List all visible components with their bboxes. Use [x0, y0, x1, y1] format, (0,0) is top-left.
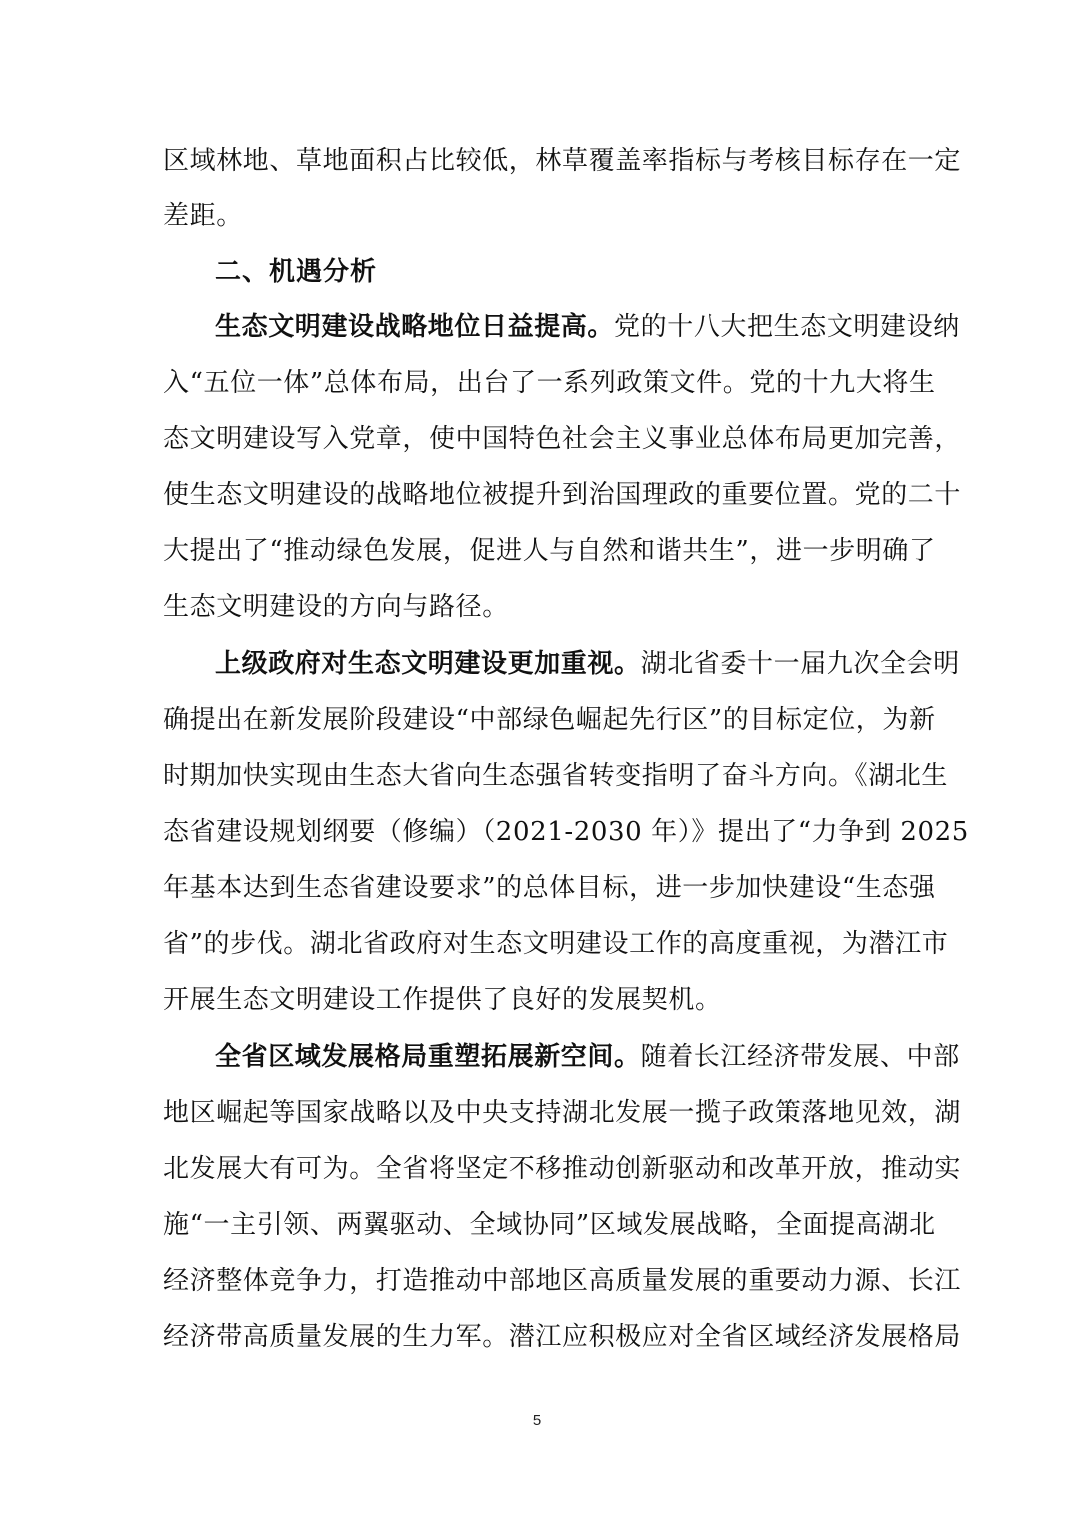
body-text-line: 北发展大有可为。全省将坚定不移推动创新驱动和改革开放，推动实: [163, 1154, 962, 1184]
body-text-line: 生态文明建设的方向与路径。: [163, 592, 509, 622]
paragraph-lead: 上级政府对生态文明建设更加重视。: [215, 649, 641, 679]
body-text-line: 态省建设规划纲要（修编）（2021-2030 年）》提出了“力争到 2025: [163, 817, 969, 847]
body-text-line: 大提出了“推动绿色发展，促进人与自然和谐共生”，进一步明确了: [163, 536, 936, 566]
paragraph-text: 党的十八大把生态文明建设纳: [614, 312, 960, 342]
body-text-line: 态文明建设写入党章，使中国特色社会主义事业总体布局更加完善，: [163, 424, 962, 454]
body-text-line: 确提出在新发展阶段建设“中部绿色崛起先行区”的目标定位，为新: [163, 705, 936, 735]
body-text-line: 经济整体竞争力，打造推动中部地区高质量发展的重要动力源、长江: [163, 1266, 962, 1296]
paragraph-lead: 全省区域发展格局重塑拓展新空间。: [215, 1042, 641, 1072]
paragraph-first-line: [215, 1041, 960, 1073]
body-text-line: 地区崛起等国家战略以及中央支持湖北发展一揽子政策落地见效，湖: [163, 1098, 962, 1128]
body-text-line: 使生态文明建设的战略地位被提升到治国理政的重要位置。党的二十: [163, 480, 962, 510]
body-text-line: 施“一主引领、两翼驱动、全域协同”区域发展战略，全面提高湖北: [163, 1210, 936, 1240]
body-text-line: 差距。: [163, 201, 243, 231]
body-text-line: 经济带高质量发展的生力军。潜江应积极应对全省区域经济发展格局: [163, 1322, 962, 1352]
paragraph-lead: 生态文明建设战略地位日益提高。: [215, 312, 615, 342]
paragraph-first-line: [215, 311, 960, 343]
paragraph-text: 湖北省委十一届九次全会明: [640, 649, 960, 679]
section-heading: 二、机遇分析: [215, 257, 378, 287]
paragraph-text: 随着长江经济带发展、中部: [640, 1042, 960, 1072]
body-text-line: 开展生态文明建设工作提供了良好的发展契机。: [163, 985, 722, 1015]
paragraph-first-line: [215, 648, 960, 680]
body-text-line: 时期加快实现由生态大省向生态强省转变指明了奋斗方向。《湖北生: [163, 761, 949, 791]
body-text-line: 入“五位一体”总体布局，出台了一系列政策文件。党的十九大将生: [163, 368, 936, 398]
body-text-line: 省”的步伐。湖北省政府对生态文明建设工作的高度重视，为潜江市: [163, 929, 949, 959]
body-text-line: 区域林地、草地面积占比较低，林草覆盖率指标与考核目标存在一定: [163, 146, 962, 176]
body-text-line: 年基本达到生态省建设要求”的总体目标，进一步加快建设“生态强: [163, 873, 936, 903]
page-number: 5: [532, 1412, 542, 1429]
